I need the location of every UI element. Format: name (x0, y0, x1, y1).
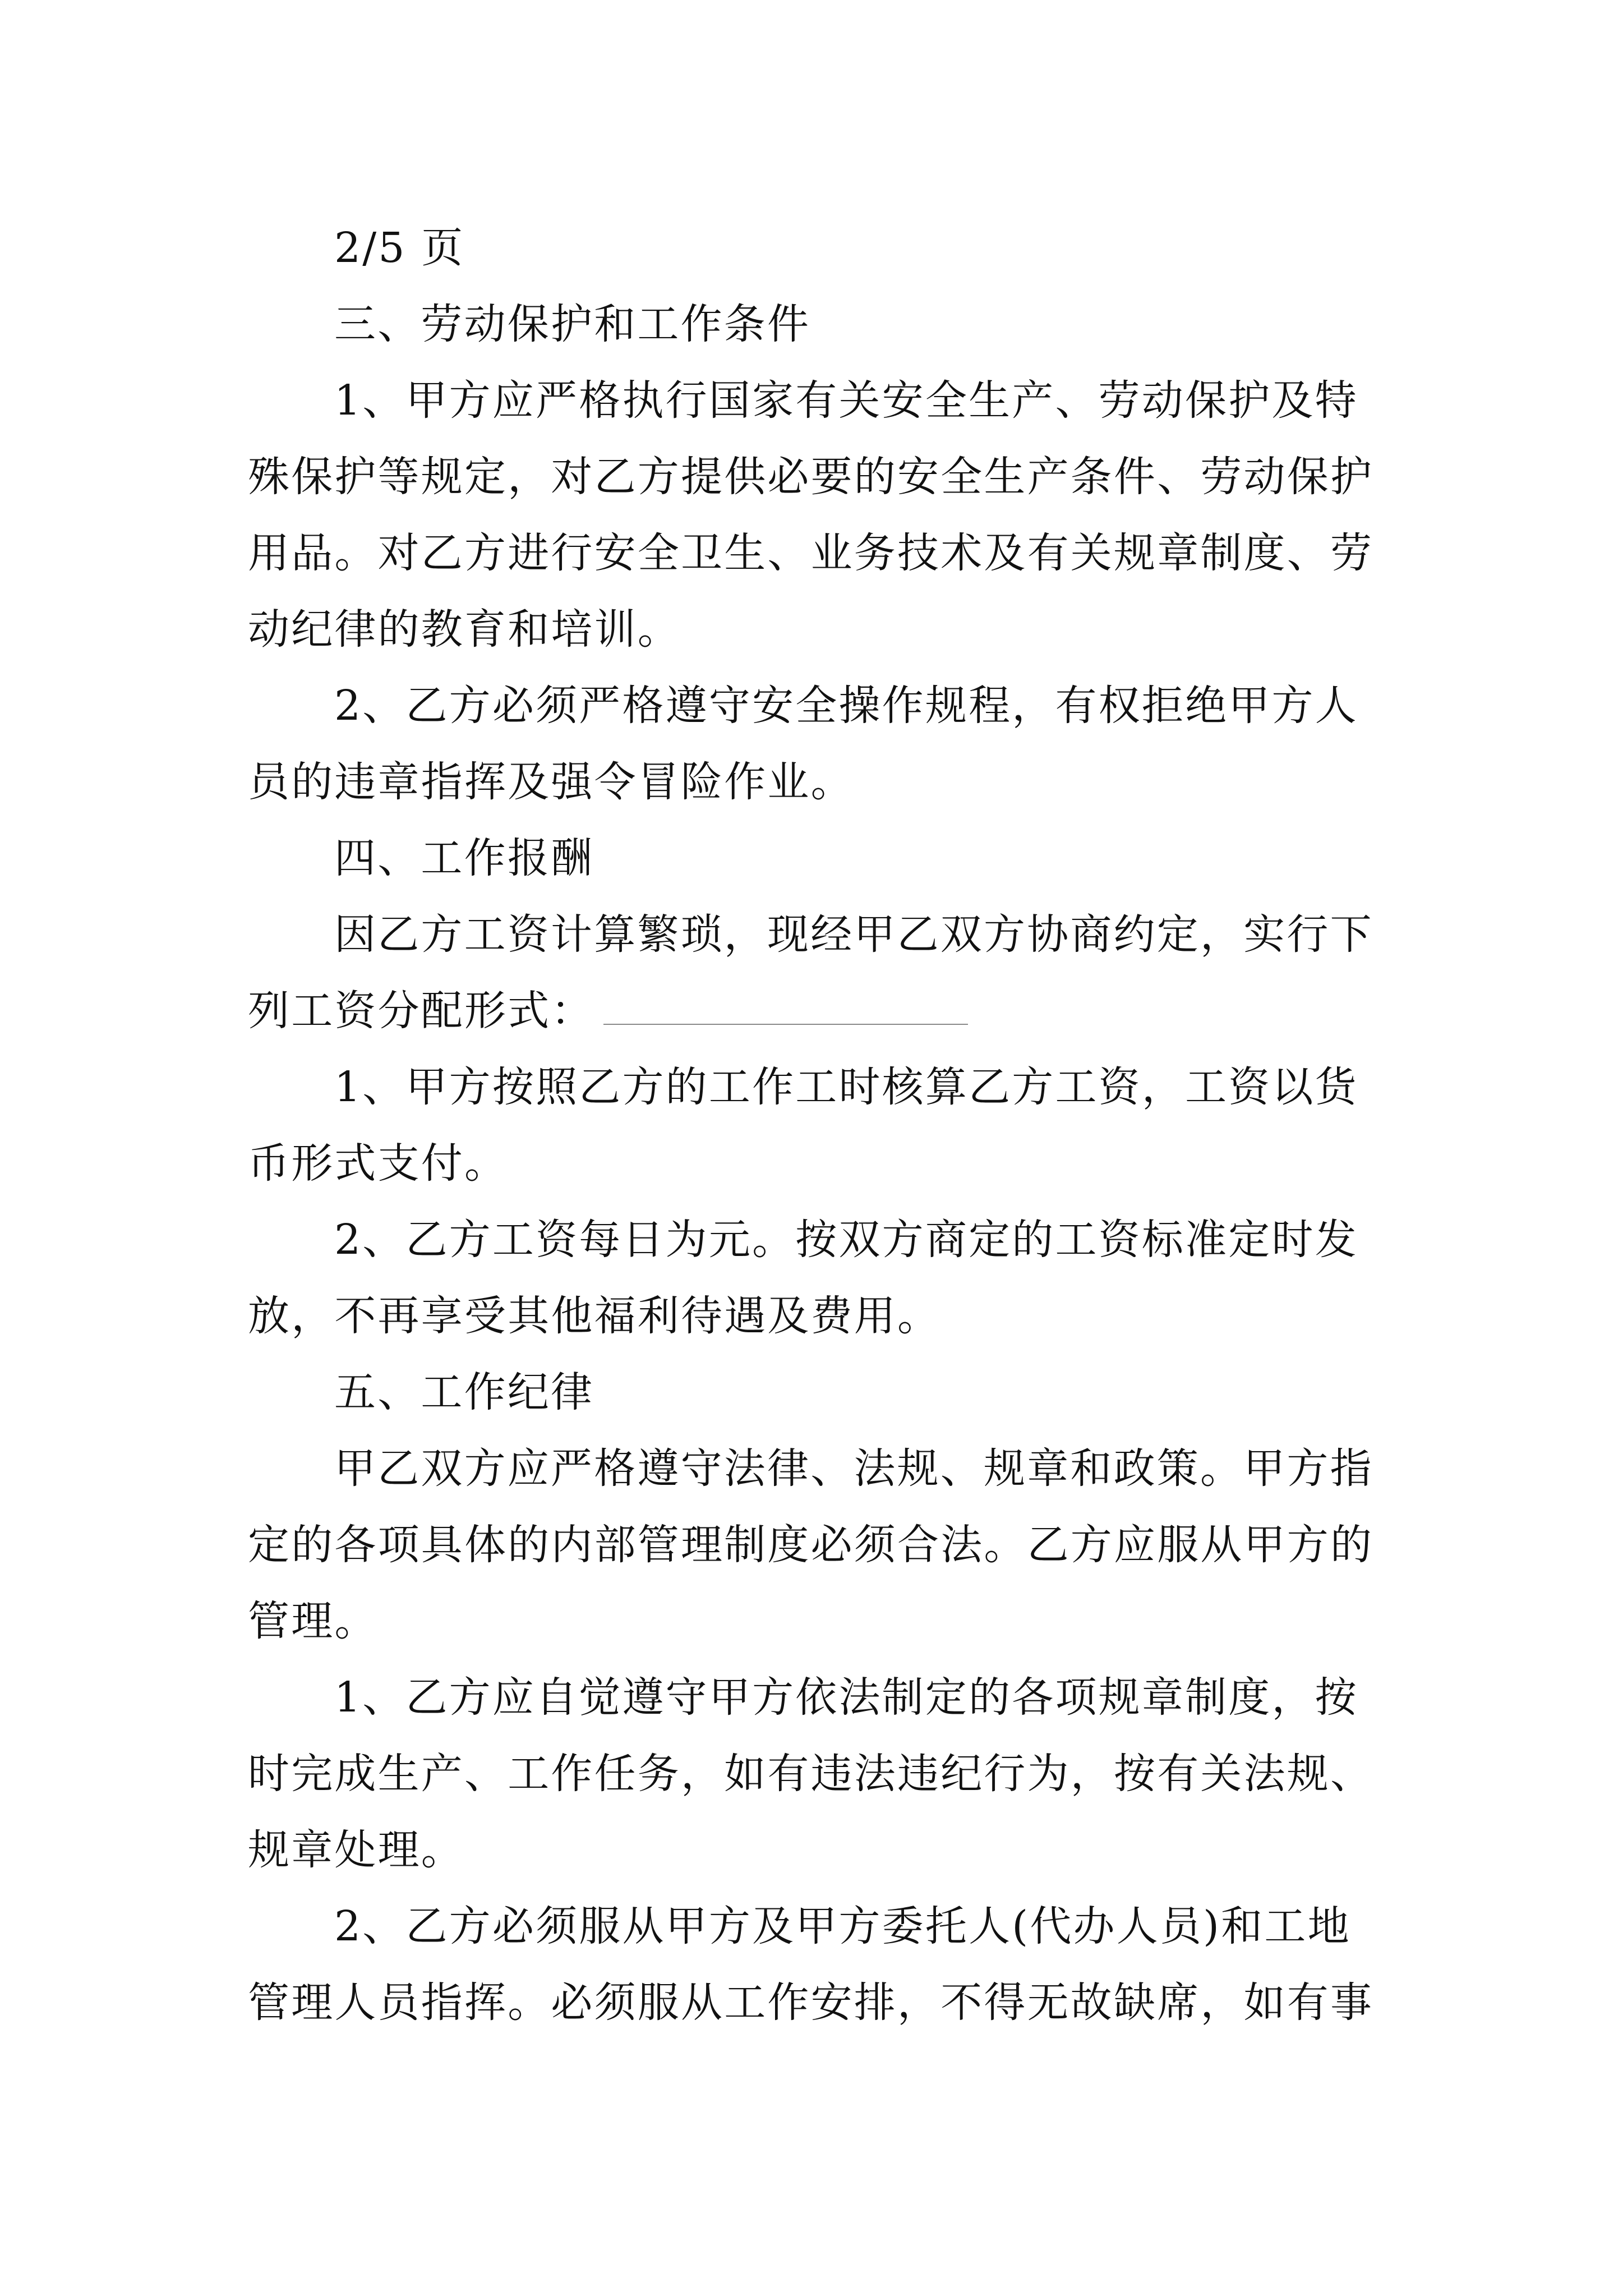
paragraph-line: 动纪律的教育和培训。 (248, 605, 681, 654)
paragraph-text: 列工资分配形式： (248, 987, 594, 1035)
paragraph-line: 定的各项具体的内部管理制度必须合法。乙方应服从甲方的 (248, 1521, 1374, 1569)
paragraph-line: 规章处理。 (248, 1826, 464, 1874)
paragraph-line: 管理。 (248, 1597, 378, 1645)
paragraph-line: 用品。对乙方进行安全卫生、业务技术及有关规章制度、劳 (248, 529, 1374, 577)
section-heading-work-remuneration: 四、工作报酬 (334, 834, 594, 882)
paragraph-line: 2、乙方必须服从甲方及甲方委托人(代办人员)和工地 (334, 1902, 1351, 1950)
paragraph-line: 2、乙方必须严格遵守安全操作规程，有权拒绝甲方人 (334, 682, 1358, 730)
paragraph-line: 币形式支付。 (248, 1139, 508, 1188)
section-heading-labor-protection: 三、劳动保护和工作条件 (334, 300, 811, 348)
section-heading-work-discipline: 五、工作纪律 (334, 1368, 594, 1416)
paragraph-line-with-blank (248, 977, 1392, 1045)
paragraph-line: 1、乙方应自觉遵守甲方依法制定的各项规章制度，按 (334, 1673, 1358, 1722)
paragraph-line: 2、乙方工资每日为元。按双方商定的工资标准定时发 (334, 1216, 1358, 1264)
paragraph-line: 1、甲方按照乙方的工作工时核算乙方工资，工资以货 (334, 1063, 1358, 1111)
paragraph-line: 甲乙双方应严格遵守法律、法规、规章和政策。甲方指 (334, 1444, 1373, 1493)
paragraph-line: 员的违章指挥及强令冒险作业。 (248, 758, 854, 806)
paragraph-line: 时完成生产、工作任务，如有违法违纪行为，按有关法规、 (248, 1750, 1374, 1798)
paragraph-line: 殊保护等规定，对乙方提供必要的安全生产条件、劳动保护 (248, 453, 1374, 501)
paragraph-line: 因乙方工资计算繁琐，现经甲乙双方协商约定，实行下 (334, 910, 1373, 959)
page-number: 2/5 页 (334, 224, 465, 272)
paragraph-line: 放，不再享受其他福利待遇及费用。 (248, 1292, 941, 1340)
fill-in-blank-line (603, 979, 968, 1025)
paragraph-line: 1、甲方应严格执行国家有关安全生产、劳动保护及特 (334, 376, 1358, 425)
paragraph-line: 管理人员指挥。必须服从工作安排，不得无故缺席，如有事 (248, 1978, 1374, 2027)
